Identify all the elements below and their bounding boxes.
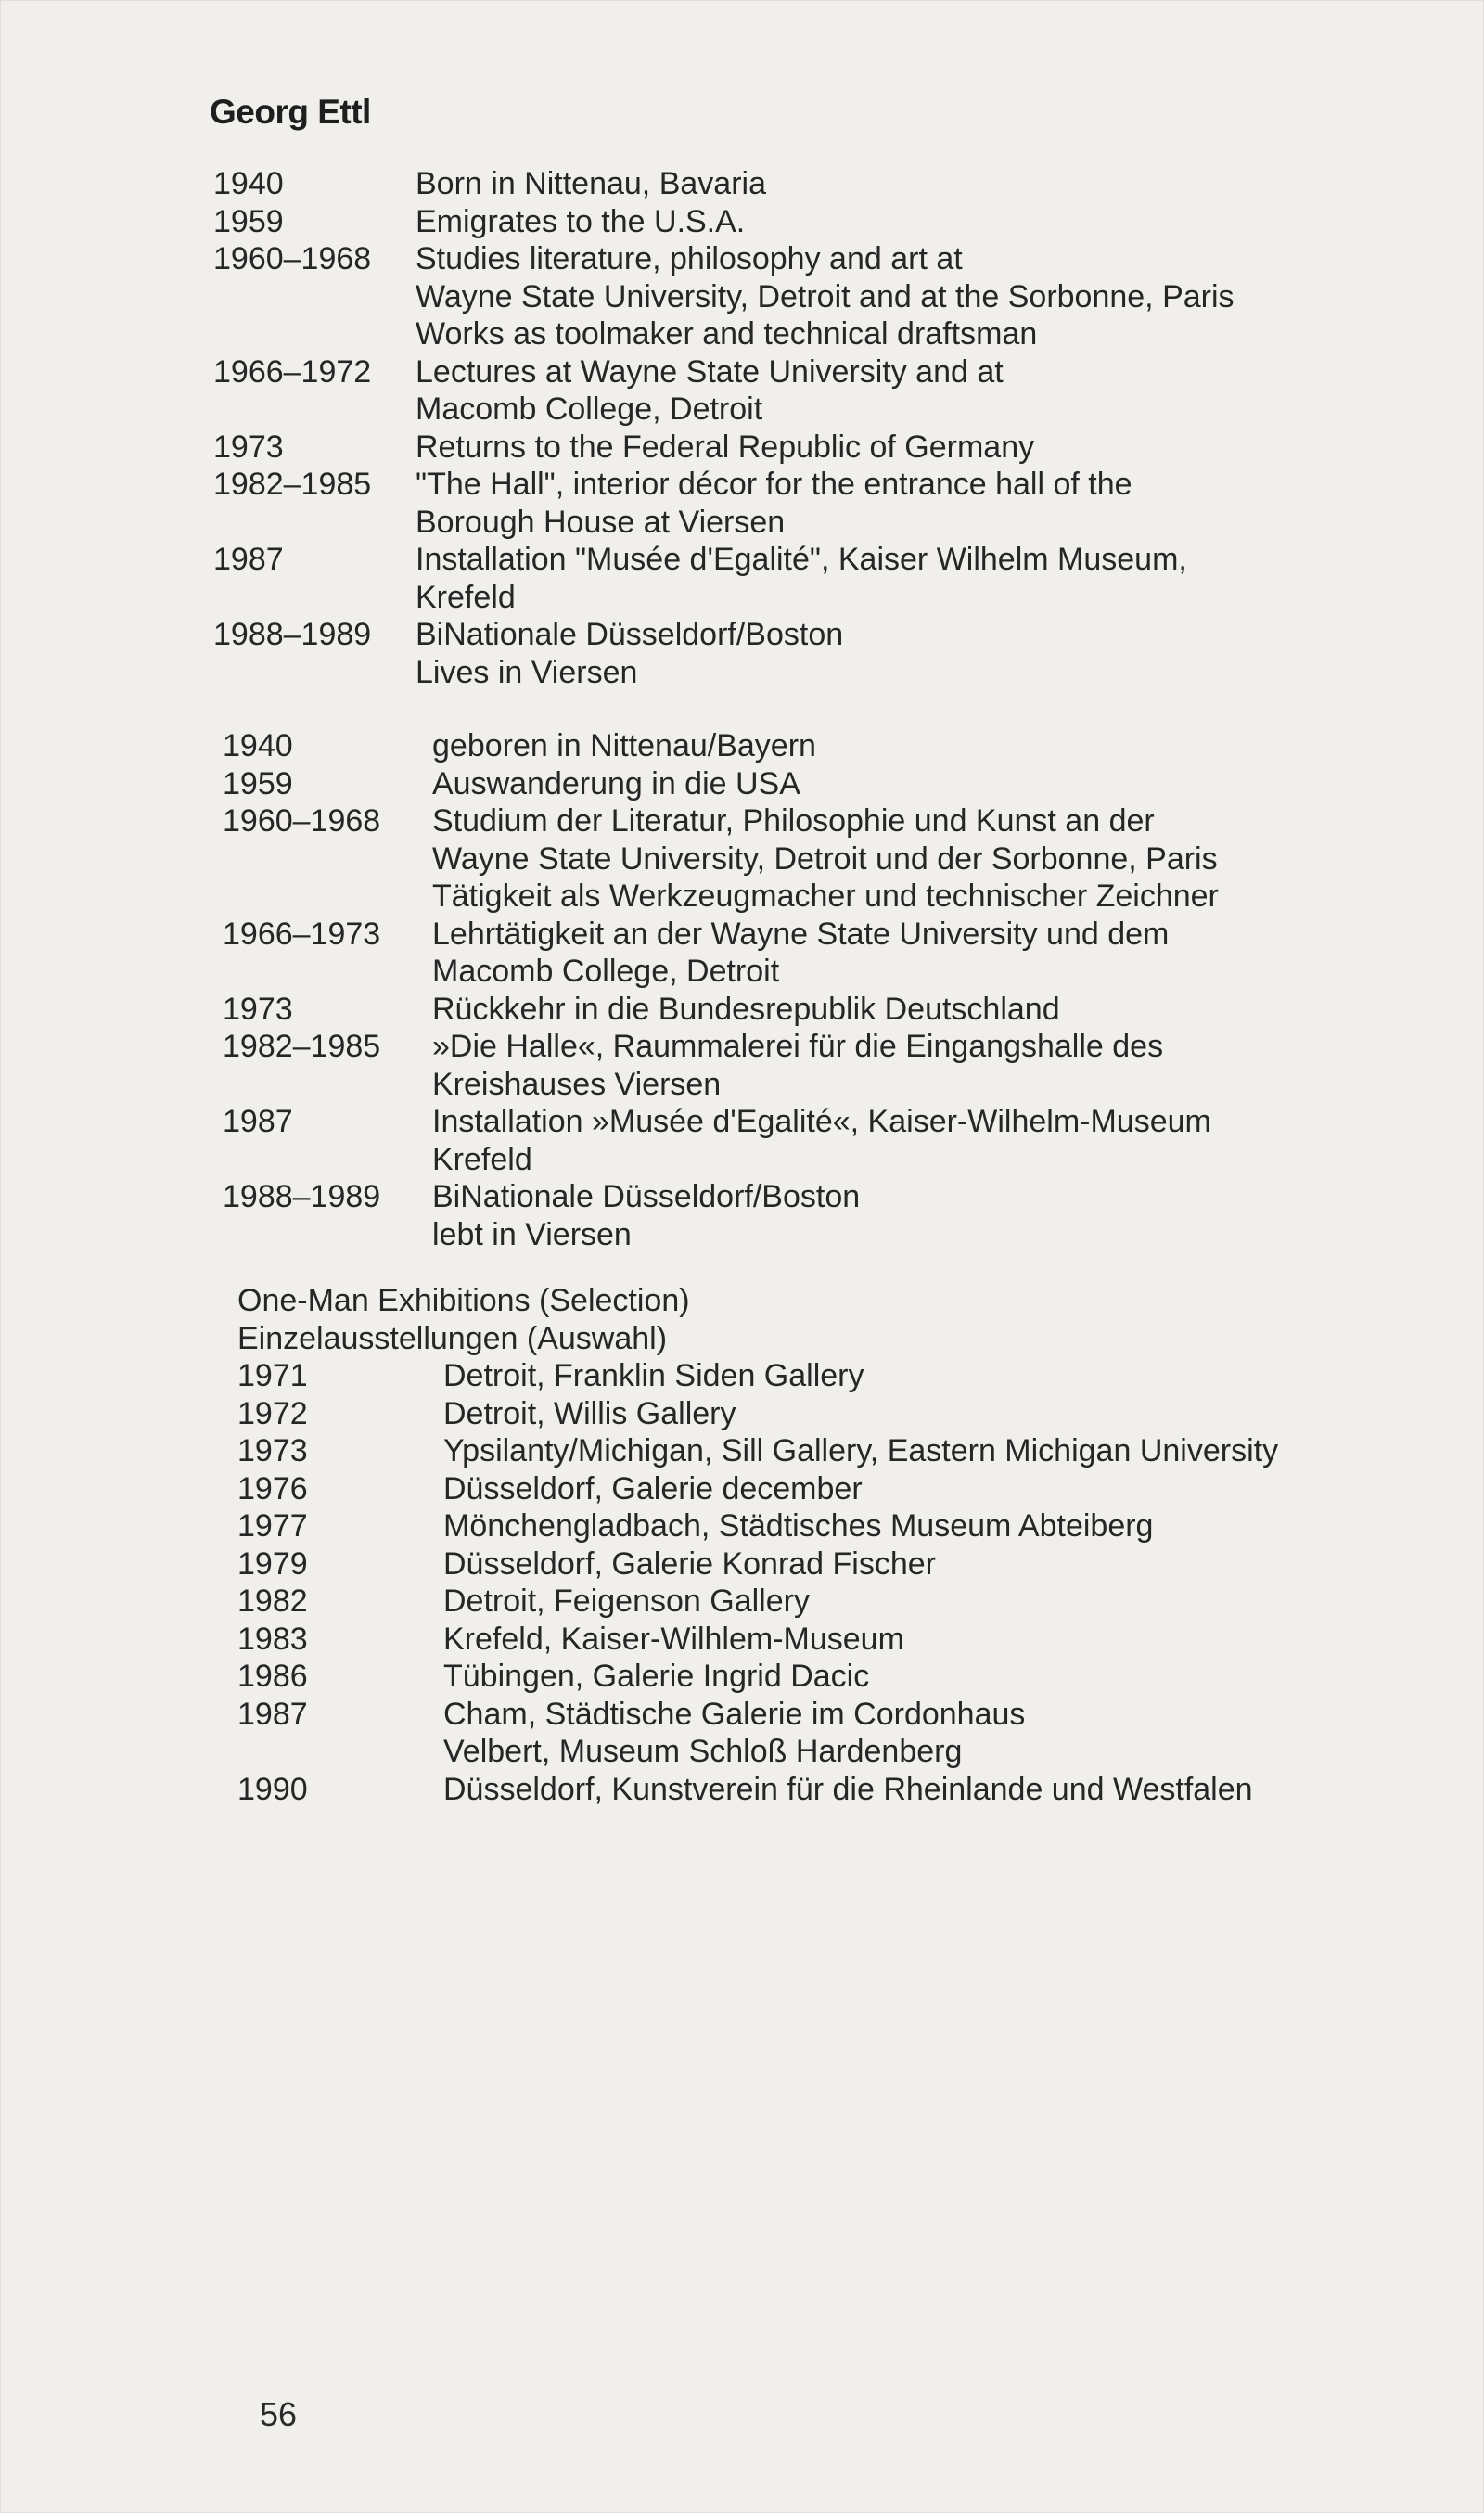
exhibitions-heading-german: Einzelausstellungen (Auswahl) [237,1320,668,1356]
biography-entry [223,1103,1219,1178]
entry-year: 1959 [213,203,284,239]
entry-text [432,1028,1219,1103]
entry-line: Tätigkeit als Werkzeugmacher und technischer Zeichner [432,878,1219,914]
entry-line: Auswanderung in die USA [432,765,800,801]
entry-line: Mönchengladbach, Städtisches Museum Abteiberg [443,1508,1154,1544]
entry-text [443,1621,1278,1659]
biography-entry [213,616,1235,691]
entry-line: Krefeld [416,579,516,615]
entry-text [443,1507,1278,1545]
exhibition-entry [237,1658,1278,1696]
exhibition-entry [237,1621,1278,1659]
biography-entry [223,916,1219,991]
entry-line: Velbert, Museum Schloß Hardenberg [443,1734,963,1769]
entry-text [432,765,1219,803]
entry-line: »Die Halle«, Raummalerei für die Eingangshalle des [432,1029,1164,1064]
entry-line: Düsseldorf, Galerie december [443,1470,863,1507]
entry-line: Works as toolmaker and technical draftsman [416,316,1038,352]
entry-line: Emigrates to the U.S.A. [416,203,746,239]
entry-year: 1973 [223,991,293,1027]
entry-text [432,916,1219,991]
exhibition-entry [237,1545,1278,1583]
biography-entry [213,203,1235,241]
entry-line: Detroit, Franklin Siden Gallery [443,1358,864,1393]
entry-line: Rückkehr in die Bundesrepublik Deutschland [432,991,1060,1027]
entry-text [443,1432,1278,1470]
entry-text [432,727,1219,765]
entry-text [432,802,1219,916]
entry-year: 1960–1968 [223,803,381,839]
entry-text [443,1771,1278,1809]
entry-year: 1982–1985 [223,1029,381,1064]
exhibition-entry [237,1771,1278,1809]
entry-line: Born in Nittenau, Bavaria [416,166,766,201]
entry-year: 1987 [237,1696,308,1732]
exhibition-entry [237,1696,1278,1771]
entry-text [443,1357,1278,1395]
entry-year: 1988–1989 [223,1179,381,1214]
biography-entry [213,541,1235,616]
entry-line: Kreishauses Viersen [432,1066,722,1102]
entry-text [432,991,1219,1029]
entry-text [416,203,1235,241]
exhibitions-heading-english: One-Man Exhibitions (Selection) [237,1283,690,1318]
entry-year: 1986 [237,1659,308,1694]
entry-text [416,240,1235,353]
entry-year: 1987 [223,1104,293,1139]
biography-entry [213,353,1235,429]
entry-year: 1966–1973 [223,916,381,952]
entry-text [443,1583,1278,1621]
entry-line: "The Hall", interior décor for the entrance hall of the [416,467,1132,502]
entry-text [416,353,1235,429]
biography-entry [223,1178,1219,1253]
exhibition-entry [237,1470,1278,1508]
entry-text [443,1658,1278,1696]
entry-year: 1979 [237,1545,308,1582]
entry-year: 1971 [237,1358,308,1393]
entry-text [416,541,1235,616]
biography-german [223,727,1219,1253]
entry-year: 1990 [237,1771,308,1807]
biography-entry [213,240,1235,353]
entry-year: 1966–1972 [213,353,372,390]
entry-year: 1940 [223,728,293,763]
exhibition-entry [237,1432,1278,1470]
entry-line: Wayne State University, Detroit und der Sorbonne, Paris [432,840,1218,877]
exhibition-entry [237,1507,1278,1545]
entry-line: Wayne State University, Detroit and at the Sorbonne, Paris [416,278,1235,314]
entry-text [416,466,1235,541]
entry-line: geboren in Nittenau/Bayern [432,728,816,763]
entry-year: 1973 [237,1433,308,1468]
entry-line: Düsseldorf, Galerie Konrad Fischer [443,1545,937,1582]
exhibition-entry [237,1395,1278,1433]
entry-year: 1976 [237,1470,308,1507]
entry-line: Krefeld, Kaiser-Wilhlem-Museum [443,1621,904,1657]
entry-line: Detroit, Feigenson Gallery [443,1583,810,1619]
entry-text [432,1178,1219,1253]
entry-line: Macomb College, Detroit [416,391,763,427]
entry-line: Borough House at Viersen [416,504,786,540]
entry-text [443,1470,1278,1508]
entry-line: Cham, Städtische Galerie im Cordonhaus [443,1696,1026,1732]
exhibition-entry [237,1583,1278,1621]
biography-entry [223,802,1219,916]
entry-line: Detroit, Willis Gallery [443,1395,736,1431]
biography-english [213,165,1235,691]
entry-year: 1988–1989 [213,617,372,652]
entry-year: 1982 [237,1583,308,1619]
entry-line: Lives in Viersen [416,654,638,690]
entry-year: 1977 [237,1508,308,1544]
page-number: 56 [260,2395,298,2433]
entry-year: 1982–1985 [213,467,372,502]
biography-entry [213,429,1235,467]
entry-year: 1960–1968 [213,241,372,276]
entry-line: Returns to the Federal Republic of Germany [416,429,1035,465]
entry-line: Studies literature, philosophy and art at [416,241,963,276]
biography-entry [223,991,1219,1029]
entry-year: 1972 [237,1395,308,1431]
exhibition-entry [237,1357,1278,1395]
entry-line: BiNationale Düsseldorf/Boston [416,617,844,652]
entry-line: Tübingen, Galerie Ingrid Dacic [443,1659,870,1694]
biography-entry [213,466,1235,541]
biography-entry [223,1028,1219,1103]
entry-text [416,616,1235,691]
entry-text [443,1545,1278,1583]
entry-line: BiNationale Düsseldorf/Boston [432,1179,861,1214]
entry-line: Krefeld [432,1141,532,1177]
entry-line: lebt in Viersen [432,1216,632,1252]
entry-text [432,1103,1219,1178]
biography-entry [223,727,1219,765]
entry-line: Ypsilanty/Michigan, Sill Gallery, Eastern Michigan University [443,1433,1279,1468]
entry-line: Studium der Literatur, Philosophie und Kunst an der [432,803,1155,839]
exhibitions-section [237,1282,1278,1808]
entry-year: 1983 [237,1621,308,1657]
entry-line: Düsseldorf, Kunstverein für die Rheinlande und Westfalen [443,1771,1253,1807]
entry-year: 1987 [213,542,284,577]
entry-year: 1940 [213,166,284,201]
page-title: Georg Ettl [210,93,371,131]
biography-entry [223,765,1219,803]
entry-text [416,429,1235,467]
entry-line: Macomb College, Detroit [432,954,780,989]
entry-year: 1959 [223,765,293,801]
entry-text [443,1395,1278,1433]
entry-text [443,1696,1278,1771]
exhibitions-list [237,1357,1278,1808]
entry-line: Installation "Musée d'Egalité", Kaiser Wilhelm Museum, [416,542,1187,577]
entry-line: Lehrtätigkeit an der Wayne State University und dem [432,916,1170,952]
entry-year: 1973 [213,429,284,465]
biography-entry [213,165,1235,203]
entry-line: Installation »Musée d'Egalité«, Kaiser-Wilhelm-Museum [432,1104,1211,1139]
entry-text [416,165,1235,203]
entry-line: Lectures at Wayne State University and at [416,353,1004,390]
